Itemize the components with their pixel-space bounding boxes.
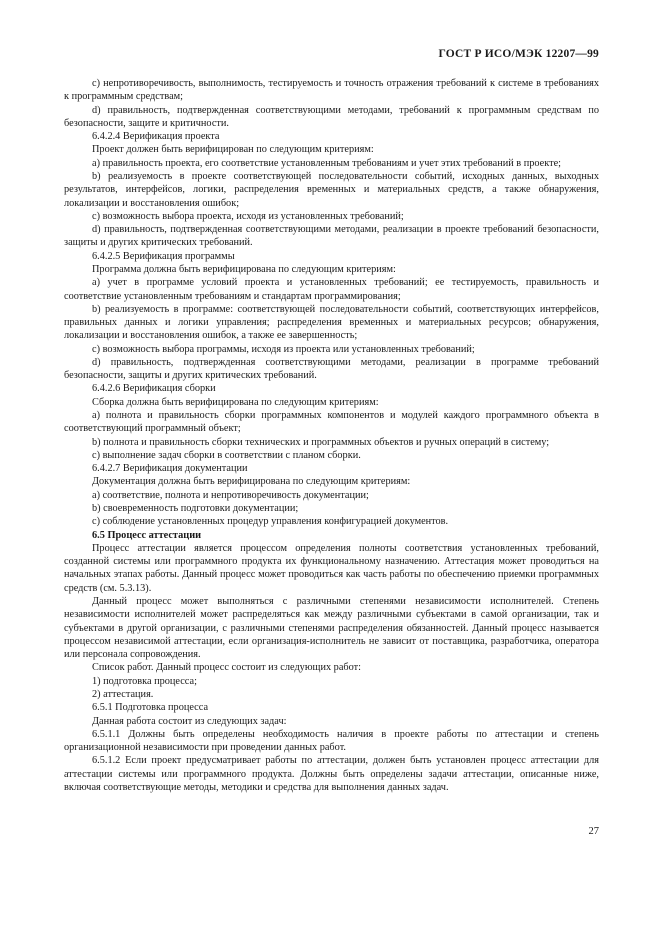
paragraph: a) соответствие, полнота и непротиворечивость документации;	[92, 489, 369, 501]
paragraph: b) реализуемость в проекте соответствующей последовательности событий, исходных данных, выходных результатов, интерфейсов, логики, распределения временных и материальных средств, а также обнаружения, локализации и восстановления ошибок;	[64, 170, 599, 209]
paragraph: d) правильность, подтвержденная соответствующими методами, реализации в проекте требований безопасности, защиты и других критических требований.	[64, 224, 599, 249]
paragraph: Сборка должна быть верифицирована по следующим критериям:	[92, 396, 379, 408]
paragraph: c) выполнение задач сборки в соответствии с планом сборки.	[92, 449, 361, 461]
paragraph: 6.5.1 Подготовка процесса	[92, 702, 209, 714]
paragraph: 6.4.2.4 Верификация проекта	[92, 131, 220, 143]
paragraph: c) возможность выбора проекта, исходя из установленных требований;	[92, 210, 404, 222]
paragraph: 6.5.1.1 Должны быть определены необходимость наличия в проекте работы по аттестации и степень организационной независимости при проведении данных работ.	[64, 728, 599, 754]
paragraph: Документация должна быть верифицирована по следующим критериям:	[92, 476, 411, 488]
paragraph: Данная работа состоит из следующих задач:	[92, 715, 287, 727]
paragraph: 6.4.2.7 Верификация документации	[92, 463, 248, 475]
paragraph: c) возможность выбора программы, исходя из проекта или установленных требований;	[92, 343, 475, 355]
paragraph: b) реализуемость в программе: соответствующей последовательности событий, соответствующих интерфейсов, правильных данных и логики управления; распределения временных и материальных ресурсов; обнаружения, локализации и восстановления ошибок, а также ее завершенность;	[64, 303, 599, 342]
paragraph: b) полнота и правильность сборки технических и программных объектов и ручных операций в систему;	[92, 436, 550, 448]
paragraph: 6.5.1.2 Если проект предусматривает работы по аттестации, должен быть установлен процесс аттестации для аттестации системы или программного продукта. Должны быть определены задачи аттестации, описанные ниже, включая соответствующие методы, методики и средства для выполнения данных задач.	[64, 755, 599, 793]
paragraph: Программа должна быть верифицирована по следующим критериям:	[92, 263, 396, 275]
paragraph: a) учет в программе условий проекта и установленных требований; ее тестируемость, правильность и соответствие установленным требованиям и стандартам программирования;	[64, 277, 599, 302]
paragraph: a) правильность проекта, его соответствие установленным требованиям и учет этих требований в проекте;	[92, 157, 562, 169]
paragraph: Список работ. Данный процесс состоит из следующих работ:	[92, 662, 362, 674]
paragraph: c) соблюдение установленных процедур управления конфигурацией документов.	[92, 516, 449, 528]
paragraph: d) правильность, подтвержденная соответствующими методами, реализации в программе требований безопасности, защиты и других критических требований.	[64, 356, 599, 382]
page-number: 27	[588, 826, 599, 837]
paragraph: Процесс аттестации является процессом определения полноты соответствия установленных требований, созданной системы или программного продукта их функциональному назначению. Аттестация может проводиться на начальных этапах работы. Данный процесс может проводиться как часть работы по обеспечению приемки программных средств (см. 5.3.13).	[64, 542, 599, 594]
paragraph: d) правильность, подтвержденная соответствующими методами, требований к программным средствам по безопасности, защите и критичности.	[64, 104, 599, 129]
paragraph: 2) аттестация.	[92, 688, 154, 700]
paragraph: 1) подготовка процесса;	[92, 675, 197, 687]
paragraph: 6.4.2.6 Верификация сборки	[92, 383, 216, 395]
section-heading: 6.5 Процесс аттестации	[92, 529, 202, 541]
paragraph: 6.4.2.5 Верификация программы	[92, 250, 235, 262]
page-body	[64, 77, 599, 794]
paragraph: c) непротиворечивость, выполнимость, тестируемость и точность отражения требований к системе в требованиях к программным средствам;	[64, 78, 599, 103]
paragraph: Данный процесс может выполняться с различными степенями независимости исполнителей. Степень независимости исполнителей может распределяться как между различными субъектами в самой организации, так и субъектами в другой организации, с различными степенями распределения обязанностей. Данный процесс называется процессом независимой аттестации, если организация-исполнитель не зависит от поставщика, разработчика, оператора или персонала сопровождения.	[64, 595, 599, 661]
paragraph: b) своевременность подготовки документации;	[92, 503, 299, 514]
document-header: ГОСТ Р ИСО/МЭК 12207—99	[438, 48, 599, 60]
paragraph: a) полнота и правильность сборки программных компонентов и модулей каждого программного объекта в соответствующий программный объект;	[64, 410, 599, 435]
paragraph: Проект должен быть верифицирован по следующим критериям:	[92, 144, 374, 156]
